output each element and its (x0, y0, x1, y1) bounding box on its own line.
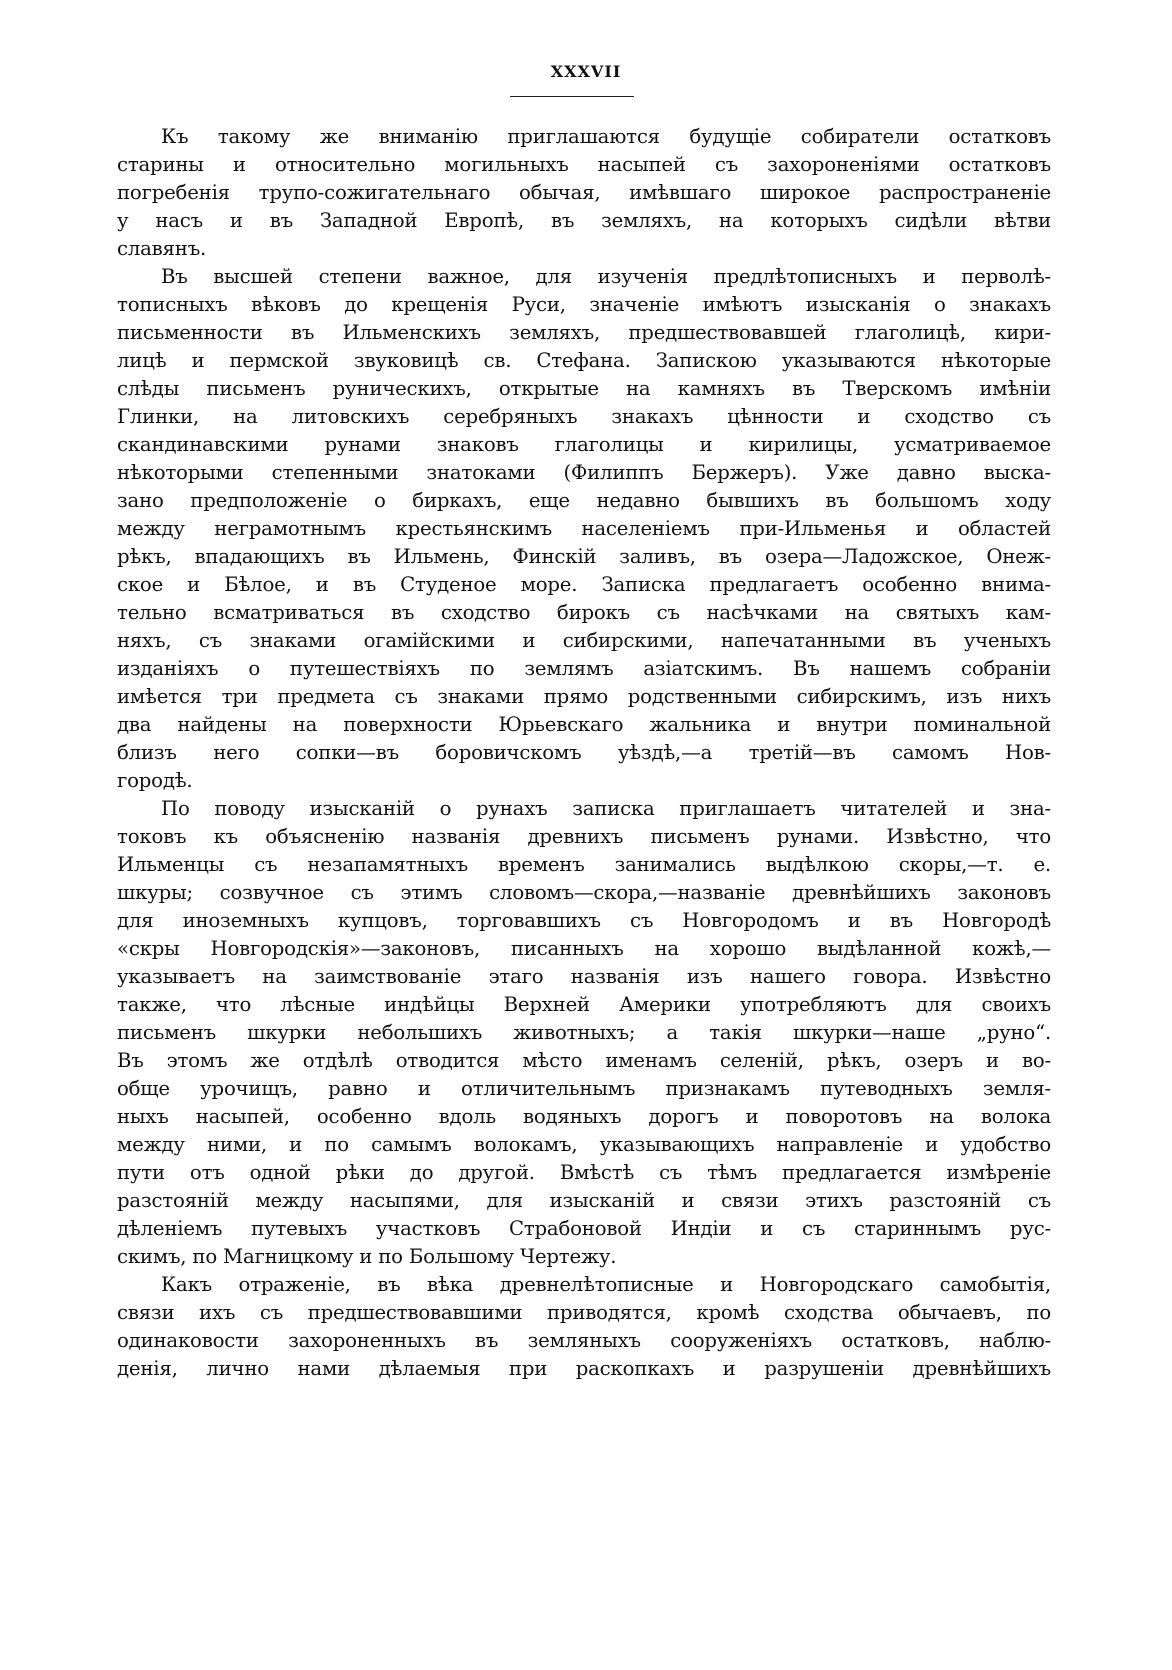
text-line: рѣкъ, впадающихъ въ Ильмень, Финскій заливъ, въ озера—Ладожское, Онеж- (117, 545, 1051, 568)
text-line: тельно всматриваться въ сходство бирокъ съ насѣчками на святыхъ кам- (117, 601, 1051, 624)
text-line: погребенія трупо-сожигательнаго обычая, имѣвшаго широкое распространеніе (117, 181, 1051, 204)
text-line: Глинки, на литовскихъ серебряныхъ знакахъ цѣнности и сходство съ (117, 405, 1051, 428)
text-line: тописныхъ вѣковъ до крещенія Руси, значеніе имѣютъ изысканія о знакахъ (117, 293, 1051, 316)
text-line: денія, лично нами дѣлаемыя при раскопкахъ и разрушеніи древнѣйшихъ (117, 1357, 1051, 1380)
text-line: По поводу изысканій о рунахъ записка приглашаетъ читателей и зна- (161, 797, 1051, 820)
paragraph (117, 795, 1051, 1271)
text-line: пути отъ одной рѣки до другой. Вмѣстѣ съ тѣмъ предлагается измѣреніе (117, 1161, 1051, 1184)
text-line: одинаковости захороненныхъ въ земляныхъ сооруженіяхъ остатковъ, наблю- (117, 1329, 1051, 1352)
text-line: для иноземныхъ купцовъ, торговавшихъ съ Новгородомъ и въ Новгородѣ (117, 909, 1051, 932)
paragraph (117, 1271, 1051, 1383)
text-line: обще урочищъ, равно и отличительнымъ признакамъ путеводныхъ земля- (117, 1077, 1051, 1100)
text-line: лицѣ и пермской звуковицѣ св. Стефана. Запискою указываются нѣкоторые (117, 349, 1051, 372)
text-line: ское и Бѣлое, и въ Студеное море. Записка предлагаетъ особенно внима- (117, 573, 1051, 596)
text-line: старины и относительно могильныхъ насыпей съ захороненіями остатковъ (117, 153, 1051, 176)
text-line: скандинавскими рунами знаковъ глаголицы и кирилицы, усматриваемое (117, 433, 1051, 456)
text-line: связи ихъ съ предшествовавшими приводятся, кромѣ сходства обычаевъ, по (117, 1301, 1051, 1324)
text-line: письменъ шкурки небольшихъ животныхъ; а такія шкурки—наше „руно“. (117, 1021, 1051, 1044)
text-line: близъ него сопки—въ боровичскомъ уѣздѣ,—а третій—въ самомъ Нов- (117, 741, 1051, 764)
text-line: Какъ отраженіе, въ вѣка древнелѣтописные и Новгородскаго самобытія, (161, 1273, 1051, 1296)
text-line: скимъ, по Магницкому и по Большому Чертежу. (117, 1245, 617, 1268)
text-line: изданіяхъ о путешествіяхъ по землямъ азіатскимъ. Въ нашемъ собраніи (117, 657, 1051, 680)
body-text (117, 123, 1051, 1383)
text-line: также, что лѣсные индѣйцы Верхней Америки употребляютъ для своихъ (117, 993, 1051, 1016)
text-line: токовъ къ объясненію названія древнихъ письменъ рунами. Извѣстно, что (117, 825, 1051, 848)
header-rule (510, 96, 634, 97)
text-line: шкуры; созвучное съ этимъ словомъ—скора,—названіе древнѣйшихъ законовъ (117, 881, 1051, 904)
text-line: у насъ и въ Западной Европѣ, въ земляхъ, на которыхъ сидѣли вѣтви (117, 209, 1051, 232)
text-line: Въ этомъ же отдѣлѣ отводится мѣсто именамъ селеній, рѣкъ, озеръ и во- (117, 1049, 1051, 1072)
paragraph (117, 263, 1051, 795)
text-line: ныхъ насыпей, особенно вдоль водяныхъ дорогъ и поворотовъ на волока (117, 1105, 1051, 1128)
text-line: имѣется три предмета съ знаками прямо родственными сибирскимъ, изъ нихъ (117, 685, 1051, 708)
text-line: славянъ. (117, 237, 207, 260)
text-line: между ними, и по самымъ волокамъ, указывающихъ направленіе и удобство (117, 1133, 1051, 1156)
text-line: Ильменцы съ незапамятныхъ временъ занимались выдѣлкою скоры,—т. е. (117, 853, 1051, 876)
text-line: два найдены на поверхности Юрьевскаго жальника и внутри поминальной (117, 713, 1051, 736)
text-line: «скры Новгородскія»—законовъ, писанныхъ на хорошо выдѣланной кожѣ,— (117, 937, 1051, 960)
text-line: нѣкоторыми степенными знатоками (Филиппъ Бержеръ). Уже давно выска- (117, 461, 1051, 484)
text-line: указываетъ на заимствованіе этаго названія изъ нашего говора. Извѣстно (117, 965, 1051, 988)
text-line: Въ высшей степени важное, для изученія предлѣтописныхъ и перволѣ- (161, 265, 1051, 288)
text-line: дѣленіемъ путевыхъ участковъ Страбоновой Индіи и съ стариннымъ рус- (117, 1217, 1051, 1240)
text-line: письменности въ Ильменскихъ земляхъ, предшествовавшей глаголицѣ, кири- (117, 321, 1051, 344)
text-line: зано предположеніе о биркахъ, еще недавно бывшихъ въ большомъ ходу (117, 489, 1051, 512)
text-line: Къ такому же вниманію приглашаются будущіе собиратели остатковъ (161, 125, 1051, 148)
paragraph (117, 123, 1051, 263)
text-line: слѣды письменъ руническихъ, открытые на камняхъ въ Тверскомъ имѣніи (117, 377, 1051, 400)
page-number: XXXVII (550, 62, 622, 81)
text-line: городѣ. (117, 769, 193, 792)
text-line: няхъ, съ знаками огамійскими и сибирскими, напечатанными въ ученыхъ (117, 629, 1051, 652)
text-line: разстояній между насыпями, для изысканій и связи этихъ разстояній съ (117, 1189, 1051, 1212)
text-line: между неграмотнымъ крестьянскимъ населеніемъ при-Ильменья и областей (117, 517, 1051, 540)
